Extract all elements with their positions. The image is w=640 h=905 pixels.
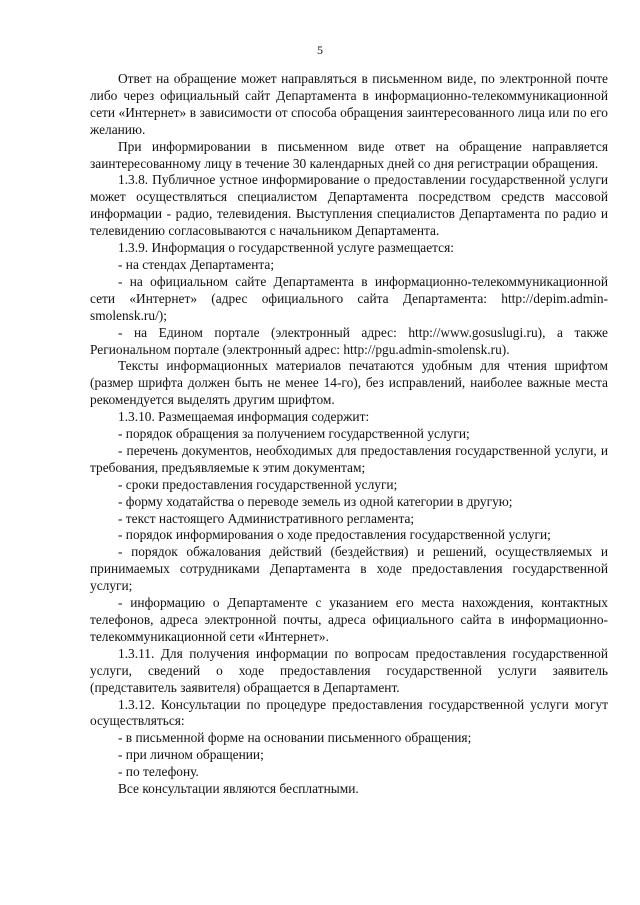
paragraph: 1.3.9. Информация о государственной услуге размещается:: [118, 240, 454, 256]
paragraph: 1.3.8. Публичное устное информирование о предоставлении государственной услуги может осуществляться специалистом Департамента посредством средств массовой информации - радио, телевидения. Выступления специалистов Департамента по радио и телевидению согласовываются с начальником Департамента.: [90, 172, 608, 239]
paragraph: 1.3.10. Размещаемая информация содержит:: [118, 409, 370, 425]
list-item: - форму ходатайства о переводе земель из одной категории в другую;: [118, 493, 513, 509]
list-item: - в письменной форме на основании письменного обращения;: [118, 730, 472, 746]
document-body: [90, 71, 608, 798]
paragraph: 1.3.12. Консультации по процедуре предоставления государственной услуги могут осуществляться:: [90, 696, 608, 729]
page-number: 5: [317, 43, 323, 57]
list-item: - на стендах Департамента;: [118, 256, 275, 272]
list-item: - сроки предоставления государственной услуги;: [118, 476, 398, 492]
list-item: - при личном обращении;: [118, 747, 264, 763]
paragraph: Ответ на обращение может направляться в письменном виде, по электронной почте либо через официальный сайт Департамента в информационно-телекоммуникационной сети «Интернет» в зависимости от способа обращения заинтересованного лица или по его желанию.: [90, 71, 608, 137]
list-item: - порядок информирования о ходе предоставления государственной услуги;: [118, 527, 551, 543]
paragraph: При информировании в письменном виде ответ на обращение направляется заинтересованному лицу в течение 30 календарных дней со дня регистрации обращения.: [90, 138, 608, 171]
list-item: - перечень документов, необходимых для предоставления государственной услуги, и требования, предъявляемые к этим документам;: [90, 442, 608, 475]
list-item: - по телефону.: [118, 764, 199, 780]
list-item: - информацию о Департаменте с указанием его места нахождения, контактных телефонов, адреса электронной почты, адреса официального сайта в информационно-телекоммуникационной сети «Интернет».: [90, 595, 608, 644]
list-item: - на Едином портале (электронный адрес: http://www.gosuslugi.ru), а также Региональном портале (электронный адрес: http://pgu.admin-smolensk.ru).: [90, 324, 608, 357]
list-item: - текст настоящего Административного регламента;: [118, 510, 415, 526]
list-item: - на официальном сайте Департамента в информационно-телекоммуникационной сети «Интернет» (адрес официального сайта Департамента: http://depim.admin-smolensk.ru/);: [90, 273, 608, 323]
paragraph: 1.3.11. Для получения информации по вопросам предоставления государственной услуги, сведений о ходе предоставления государственной услуги заявитель (представитель заявителя) обращается в Департамент.: [90, 645, 608, 695]
list-item: - порядок обжалования действий (бездействия) и решений, осуществляемых и принимаемых сотрудниками Департамента в ходе предоставления государственной услуги;: [90, 544, 608, 594]
paragraph: Тексты информационных материалов печатаются удобным для чтения шрифтом (размер шрифта должен быть не менее 14-го), без исправлений, наиболее важные места рекомендуется выделять другим шрифтом.: [90, 358, 608, 408]
list-item: - порядок обращения за получением государственной услуги;: [118, 426, 470, 442]
paragraph: Все консультации являются бесплатными.: [118, 781, 359, 797]
